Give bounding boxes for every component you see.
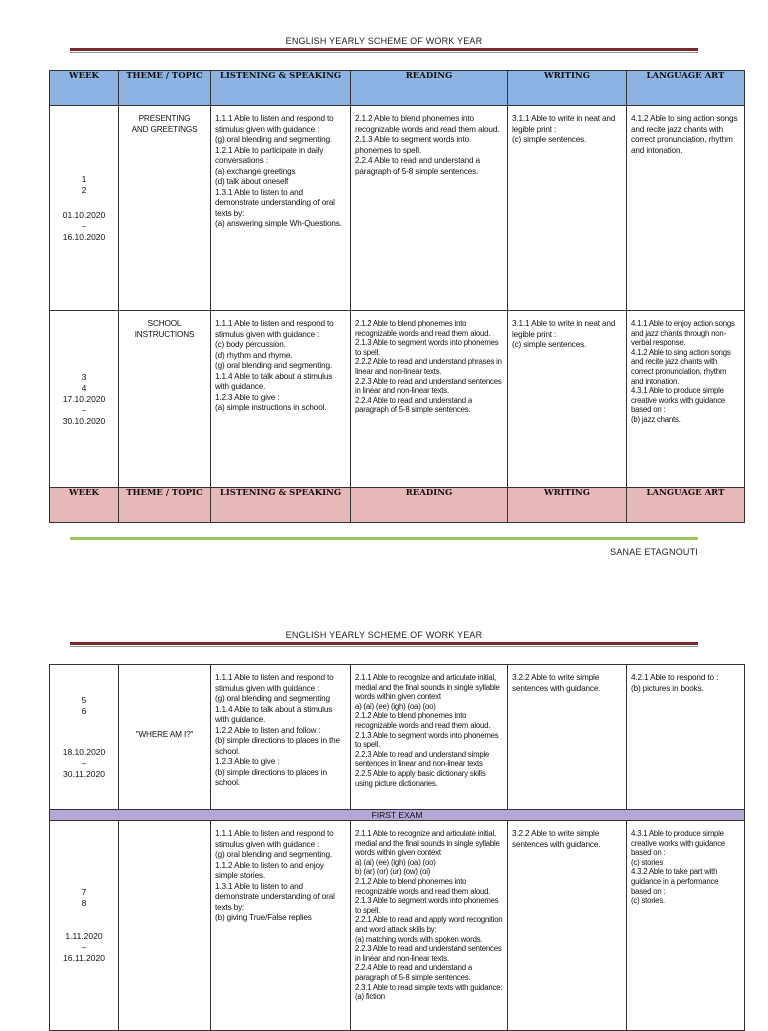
theme-cell bbox=[119, 311, 211, 488]
table-row bbox=[50, 311, 745, 488]
listening-text: 1.1.1 Able to listen and respond to stimulus given with guidance : (g) oral blending and segmenting. 1.2.1 Able to participate in daily conversations : (a) exchange greetings (d) talk about oneself 1.3.1 Able to listen to and demonstrate understanding of oral texts by: (a) answering simple Wh-Questions. bbox=[215, 114, 342, 228]
writing-cell bbox=[508, 821, 627, 1031]
theme-cell bbox=[119, 106, 211, 311]
column-header-theme: THEME / TOPIC bbox=[119, 71, 211, 106]
reading-text: 2.1.2 Able to blend phonemes into recognizable words and read them aloud. 2.1.3 Able to segment words into phonemes to spell. 2.2.2 Able to read and understand phrases in linear and non-linear texts. 2.2.3 Able to read and understand sentences in linear and non-linear texts. 2.2.4 Able to read and understand a paragraph of 5-8 simple sentences. bbox=[355, 319, 502, 415]
page-title: ENGLISH YEARLY SCHEME OF WORK YEAR bbox=[285, 36, 483, 46]
header-rule bbox=[70, 642, 698, 645]
writing-text: 3.2.2 Able to write simple sentences with guidance. bbox=[512, 829, 601, 849]
column-header-writing: WRITING bbox=[508, 71, 627, 106]
date-separator: – bbox=[81, 404, 87, 415]
week-cell bbox=[50, 821, 119, 1031]
exam-row bbox=[50, 810, 745, 821]
writing-text: 3.1.1 Able to write in neat and legible print : (c) simple sentences. bbox=[512, 319, 616, 349]
page-title: ENGLISH YEARLY SCHEME OF WORK YEAR bbox=[285, 630, 483, 640]
language-art-text: 4.1.2 Able to sing action songs and recite jazz chants with correct pronunciation, rhythm and intonation. bbox=[631, 114, 738, 155]
writing-cell bbox=[508, 311, 627, 488]
writing-text: 3.1.1 Able to write in neat and legible print : (c) simple sentences. bbox=[512, 114, 616, 144]
reading-text: 2.1.1 Able to recognize and articulate initial, medial and the final sounds in single syllable words within given context a) (ai) (ee) (igh) (oa) (oo) b) (ar) (or) (ur) (ow) (oi) 2.1.2 Able to blend phonemes into recognizable words and read them aloud. 2.1.3 Able to segment words into phonemes to spell. 2.2.1 Able to read and apply word recognition and word attack skills by: (a) matching words with spoken words. 2.2.3 Able to read and understand sentences in linear and non-linear texts. 2.2.4 Able to read and understand a paragraph of 5-8 simple sentences. 2.3.1 Able to read simple texts with guidance: (a) fiction bbox=[355, 829, 503, 1002]
theme-text bbox=[119, 821, 210, 833]
table-header-row bbox=[50, 71, 745, 106]
table-row bbox=[50, 106, 745, 311]
theme-text: PRESENTING AND GREETINGS bbox=[131, 114, 198, 134]
theme-cell bbox=[119, 821, 211, 1031]
column-header-listening: LISTENING & SPEAKING bbox=[211, 488, 351, 523]
theme-cell bbox=[119, 665, 211, 810]
language-art-text: 4.1.1 Able to enjoy action songs and jazz chants through non-verbal response. 4.1.2 Able to sing action songs and recite jazz chants with correct pronunciation, rhythm and intonation. 4.3.1 Able to produce simple creative works with guidance based on : (b) jazz chants. bbox=[631, 319, 735, 424]
listening-cell bbox=[211, 821, 351, 1031]
theme-text: "WHERE AM I?" bbox=[135, 729, 194, 739]
listening-text: 1.1.1 Able to listen and respond to stimulus given with guidance : (g) oral blending and segmenting. 1.1.2 Able to listen to and enjoy simple stories. 1.3.1 Able to listen to and demonstrate understanding of oral texts by: (b) giving True/False replies bbox=[215, 829, 335, 922]
week-numbers: 3 4 bbox=[81, 371, 87, 393]
column-header-language-art: LANGUAGE ART bbox=[627, 71, 745, 106]
reading-text: 2.1.1 Able to recognize and articulate initial, medial and the final sounds in single syllable words within given context a) (ai) (ee) (igh) (oa) (oo) 2.1.2 Able to blend phonemes into recognizable words and read them aloud. 2.1.3 Able to segment words into phonemes to spell. 2.2.3 Able to read and understand simple sentences in linear and non-linear texts 2.2.5 Able to apply basic dictionary skills using picture dictionaries. bbox=[355, 673, 500, 788]
listening-text: 1.1.1 Able to listen and respond to stimulus given with guidance : (c) body percussion. (d) rhythm and rhyme. (g) oral blending and segmenting. 1.1.4 Able to talk about a stimulus with guidance. 1.2.3 Able to give : (a) simple instructions in school. bbox=[215, 319, 334, 412]
table-row bbox=[50, 665, 745, 810]
writing-cell bbox=[508, 106, 627, 311]
date-end: 16.10.2020 bbox=[62, 231, 106, 242]
reading-cell bbox=[351, 665, 508, 810]
table-row bbox=[50, 821, 745, 1031]
table-footer-row bbox=[50, 488, 745, 523]
column-header-week: WEEK bbox=[50, 488, 119, 523]
date-separator: – bbox=[81, 220, 87, 231]
listening-cell bbox=[211, 665, 351, 810]
header-rule bbox=[70, 48, 698, 51]
date-start: 17.10.2020 bbox=[62, 393, 106, 404]
language-art-cell bbox=[627, 311, 745, 488]
scheme-table bbox=[49, 70, 745, 523]
listening-text: 1.1.1 Able to listen and respond to stimulus given with guidance : (g) oral blending and segmenting 1.1.4 Able to talk about a stimulus with guidance. 1.2.2 Able to listen and follow : (b) simple directions to places in the school. 1.2.3 Able to give : (b) simple directions to places in school. bbox=[215, 673, 340, 787]
week-cell bbox=[50, 665, 119, 810]
column-header-listening: LISTENING & SPEAKING bbox=[211, 71, 351, 106]
theme-text: SCHOOL INSTRUCTIONS bbox=[134, 319, 195, 339]
language-art-cell bbox=[627, 821, 745, 1031]
week-numbers: 7 8 bbox=[81, 887, 87, 908]
language-art-text: 4.2.1 Able to respond to : (b) pictures in books. bbox=[631, 673, 719, 693]
reading-cell bbox=[351, 821, 508, 1031]
footer-rule bbox=[70, 537, 698, 540]
column-header-theme: THEME / TOPIC bbox=[119, 488, 211, 523]
reading-cell bbox=[351, 311, 508, 488]
week-numbers: 5 6 bbox=[81, 694, 87, 716]
scheme-table bbox=[49, 664, 745, 1031]
week-numbers: 1 2 bbox=[81, 173, 87, 195]
date-separator: – bbox=[81, 757, 87, 768]
column-header-reading: READING bbox=[351, 71, 508, 106]
author-name: SANAE ETAGNOUTI bbox=[610, 547, 698, 557]
column-header-week: WEEK bbox=[50, 71, 119, 106]
language-art-text: 4.3.1 Able to produce simple creative works with guidance based on : (c) stories 4.3.2 Able to take part with guidance in a performance based on : (c) stories. bbox=[631, 829, 726, 906]
week-cell bbox=[50, 311, 119, 488]
date-separator: – bbox=[81, 942, 87, 952]
reading-text: 2.1.2 Able to blend phonemes into recognizable words and read them aloud. 2.1.3 Able to segment words into phonemes to spell. 2.2.4 Able to read and understand a paragraph of 5-8 simple sentences. bbox=[355, 114, 500, 176]
date-end: 16.11.2020 bbox=[63, 953, 105, 963]
date-start: 01.10.2020 bbox=[62, 209, 106, 220]
date-end: 30.10.2020 bbox=[62, 415, 106, 426]
language-art-cell bbox=[627, 665, 745, 810]
column-header-reading: READING bbox=[351, 488, 508, 523]
writing-cell bbox=[508, 665, 627, 810]
listening-cell bbox=[211, 106, 351, 311]
language-art-cell bbox=[627, 106, 745, 311]
column-header-language-art: LANGUAGE ART bbox=[627, 488, 745, 523]
week-cell bbox=[50, 106, 119, 311]
date-start: 1.11.2020 bbox=[65, 931, 103, 941]
date-end: 30.11.2020 bbox=[63, 768, 105, 779]
reading-cell bbox=[351, 106, 508, 311]
date-start: 18.10.2020 bbox=[62, 746, 106, 757]
writing-text: 3.2.2 Able to write simple sentences with guidance. bbox=[512, 673, 601, 693]
exam-label: FIRST EXAM bbox=[50, 810, 745, 821]
listening-cell bbox=[211, 311, 351, 488]
column-header-writing: WRITING bbox=[508, 488, 627, 523]
